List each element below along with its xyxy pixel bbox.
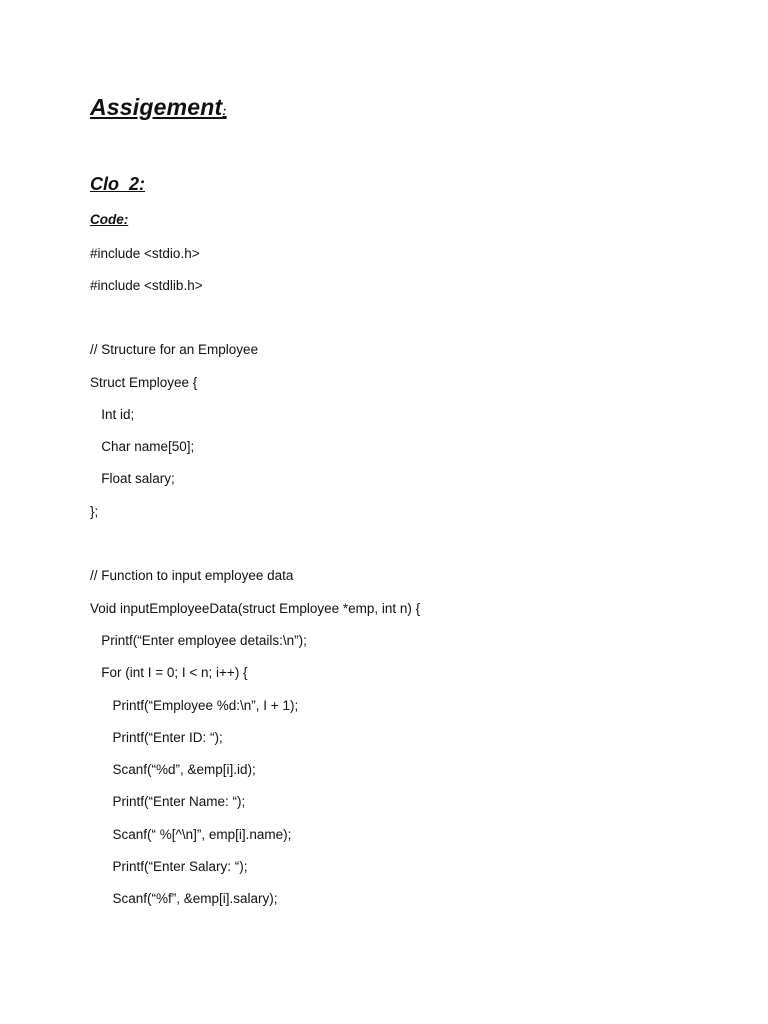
code-line: // Structure for an Employee (90, 342, 259, 357)
section-heading: Clo 2: (90, 174, 146, 194)
code-line: Printf(“Enter employee details:\n”); (90, 633, 307, 648)
code-line: }; (90, 504, 99, 519)
title-text: Assigement (90, 94, 223, 120)
code-line: Scanf(“%f”, &emp[i].salary); (90, 891, 278, 906)
code-line: Printf(“Employee %d:\n”, I + 1); (90, 698, 299, 713)
code-line: #include <stdlib.h> (90, 278, 203, 293)
code-line: Printf(“Enter Name: “); (90, 794, 246, 809)
code-line: Struct Employee { (90, 375, 198, 390)
code-line: Char name[50]; (90, 439, 195, 454)
code-line: Scanf(“%d”, &emp[i].id); (90, 762, 256, 777)
document-title (90, 94, 227, 121)
code-line: Printf(“Enter Salary: “); (90, 859, 248, 874)
code-label: Code: (90, 212, 129, 227)
code-line: For (int I = 0; I < n; i++) { (90, 665, 248, 680)
code-line: Float salary; (90, 471, 175, 486)
code-line: // Function to input employee data (90, 568, 294, 583)
code-line: Void inputEmployeeData(struct Employee *emp, int n) { (90, 601, 421, 616)
code-line: Int id; (90, 407, 135, 422)
code-line: Scanf(“ %[^\n]”, emp[i].name); (90, 827, 292, 842)
title-colon: : (222, 104, 227, 118)
code-line: Printf(“Enter ID: “); (90, 730, 223, 745)
code-line: #include <stdio.h> (90, 246, 200, 261)
